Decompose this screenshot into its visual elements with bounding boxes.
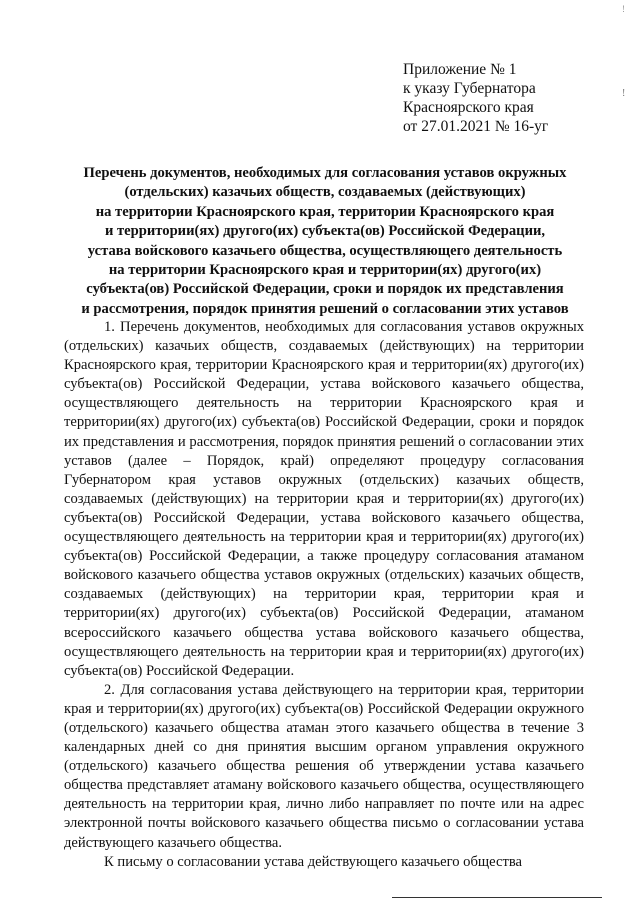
appendix-region: Красноярского края: [403, 99, 534, 116]
title-line: Перечень документов, необходимых для согласования уставов окружных: [83, 165, 567, 181]
scan-corner-mark: !: [622, 4, 625, 14]
appendix-number: Приложение № 1: [403, 61, 517, 78]
title-line: на территории Красноярского края, территории Красноярского края: [95, 203, 555, 220]
document-body: [64, 318, 584, 872]
title-line: устава войскового казачьего общества, осуществляющего деятельность: [87, 242, 563, 259]
title-line: на территории Красноярского края и территории(ях) другого(их): [108, 262, 542, 279]
paragraph-1: 1. Перечень документов, необходимых для согласования уставов окружных (отдельских) казачьих обществ, создаваемых (действующих) на территории Красноярского края, территории Красноярского края и территории(ях) другого(их) субъекта(ов) Российской Федерации, устава войскового казачьего общества, осуществляющего деятельность на территории Красноярского края и территории(ях) другого(их) субъекта(ов) Российской Федерации, сроки и порядок их представления и рассмотрения, порядок принятия решений о согласовании этих уставов (далее – Порядок, край) определяют процедуру согласования Губернатором края уставов окружных (отдельских) казачьих обществ, создаваемых (действующих) на территории края и территории(ях) другого(их) субъекта(ов) Российской Федерации, устава войскового казачьего общества, осуществляющего деятельность на территории края и территории(ях) другого(их) субъекта(ов) Российской Федерации, а также процедуру согласования атаманом войскового казачьего общества уставов окружных (отдельских) казачьих обществ, создаваемых (действующих) на территории края, территории края и территории(ях) другого(их) субъекта(ов) Российской Федерации, атаманом всероссийского казачьего общества устава войскового казачьего общества, осуществляющего деятельность на территории края и территории(ях) другого(их) субъекта(ов) Российской Федерации.: [64, 319, 584, 679]
paragraph-2: 2. Для согласования устава действующего на территории края, территории края и территории(ях) другого(их) субъекта(ов) Российской Федерации окружного (отдельского) казачьего общества атаман этого казачьего общества в течение 3 календарных дней со дня принятия высшим органом управления окружного (отдельского) казачьего общества решения об утверждении устава казачьего общества представляет атаману войскового казачьего общества, осуществляющего деятельность на территории края, лично либо направляет по почте или на адрес электронной почты войскового казачьего общества письмо о согласовании устава действующего казачьего общества.: [64, 681, 584, 851]
title-line: и территории(ях) другого(их) субъекта(ов) Российской Федерации,: [104, 223, 546, 240]
title-line: и рассмотрения, порядок принятия решений о согласовании этих уставов: [81, 300, 569, 317]
document-title: [60, 164, 590, 319]
paragraph-3: К письму о согласовании устава действующего казачьего общества: [104, 853, 523, 870]
title-line: (отдельских) казачьих обществ, создаваемых (действующих): [124, 184, 526, 201]
appendix-decree-ref: к указу Губернатора: [403, 80, 536, 97]
title-line: субъекта(ов) Российской Федерации, сроки и порядок их представления: [86, 281, 564, 298]
appendix-date-number: от 27.01.2021 № 16-уг: [403, 118, 549, 135]
appendix-block: [403, 60, 626, 136]
scan-edge-line: [392, 897, 602, 898]
scan-margin-mark: !: [622, 88, 626, 99]
